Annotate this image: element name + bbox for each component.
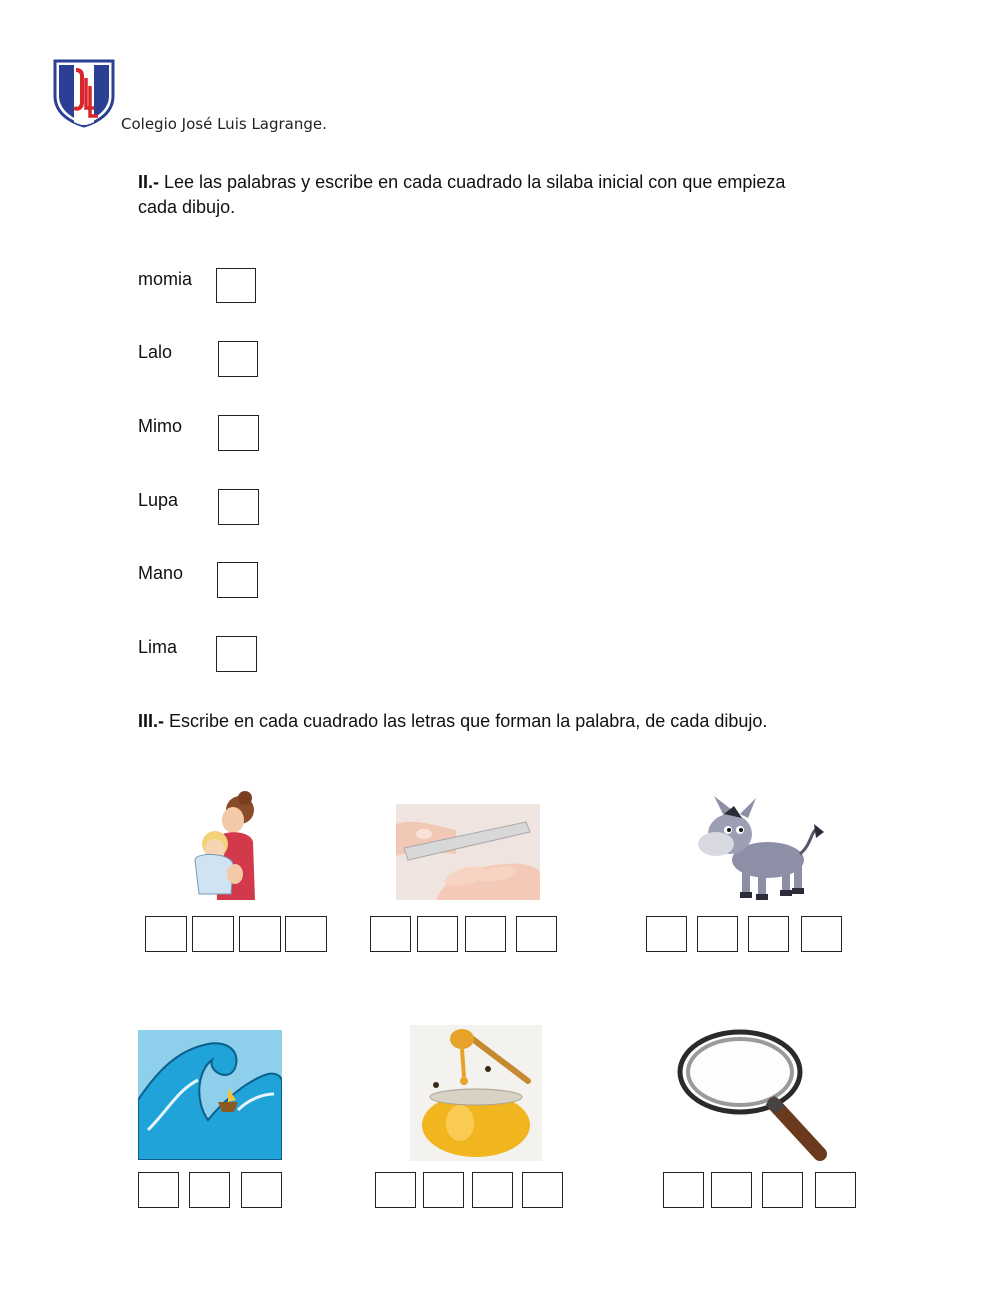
section2-label: II.-: [138, 172, 159, 192]
word-lalo: Lalo: [138, 342, 173, 362]
letter-box-4-1[interactable]: [138, 1172, 179, 1208]
word-lupa: Lupa: [138, 490, 179, 510]
section2-text: Lee las palabras y escribe en cada cuadrado la silaba inicial con que empieza: [159, 172, 786, 192]
syllable-box-lima[interactable]: [216, 636, 257, 672]
letter-box-5-1[interactable]: [375, 1172, 416, 1208]
letter-box-5-4[interactable]: [522, 1172, 563, 1208]
word-lima: Lima: [138, 637, 178, 657]
letter-box-1-1[interactable]: [145, 916, 187, 952]
letter-box-3-3[interactable]: [748, 916, 789, 952]
letter-box-2-2[interactable]: [417, 916, 458, 952]
section2-text-line2: cada dibujo.: [138, 197, 236, 217]
school-name: Colegio José Luis Lagrange.: [121, 115, 327, 133]
word-mimo: Mimo: [138, 416, 182, 436]
letter-box-3-1[interactable]: [646, 916, 687, 952]
donkey-image: [690, 794, 826, 902]
section2-instruction: [138, 170, 858, 220]
syllable-box-mimo[interactable]: [218, 415, 259, 451]
wave-image: [138, 1030, 282, 1160]
nail-file-image: [396, 804, 540, 900]
letter-box-4-3[interactable]: [241, 1172, 282, 1208]
letter-box-1-4[interactable]: [285, 916, 327, 952]
letter-box-2-1[interactable]: [370, 916, 411, 952]
letter-box-4-2[interactable]: [189, 1172, 230, 1208]
section3-instruction: [138, 709, 898, 734]
letter-box-6-3[interactable]: [762, 1172, 803, 1208]
letter-box-6-2[interactable]: [711, 1172, 752, 1208]
syllable-box-lalo[interactable]: [218, 341, 258, 377]
letter-box-6-4[interactable]: [815, 1172, 856, 1208]
letter-box-1-3[interactable]: [239, 916, 281, 952]
syllable-box-mano[interactable]: [217, 562, 258, 598]
section3-label: III.-: [138, 711, 164, 731]
word-momia: momia: [138, 269, 193, 289]
word-mano: Mano: [138, 563, 184, 583]
section3-text: Escribe en cada cuadrado las letras que forman la palabra, de cada dibujo.: [164, 711, 768, 731]
letter-box-3-2[interactable]: [697, 916, 738, 952]
honey-pot-image: [410, 1025, 542, 1161]
letter-box-3-4[interactable]: [801, 916, 842, 952]
letter-box-1-2[interactable]: [192, 916, 234, 952]
letter-box-2-3[interactable]: [465, 916, 506, 952]
syllable-box-momia[interactable]: [216, 268, 256, 303]
letter-box-6-1[interactable]: [663, 1172, 704, 1208]
letter-box-5-2[interactable]: [423, 1172, 464, 1208]
letter-box-5-3[interactable]: [472, 1172, 513, 1208]
letter-box-2-4[interactable]: [516, 916, 557, 952]
magnifying-glass-image: [676, 1028, 830, 1162]
school-logo: [52, 58, 116, 128]
syllable-box-lupa[interactable]: [218, 489, 259, 525]
mother-baby-image: [155, 782, 277, 902]
